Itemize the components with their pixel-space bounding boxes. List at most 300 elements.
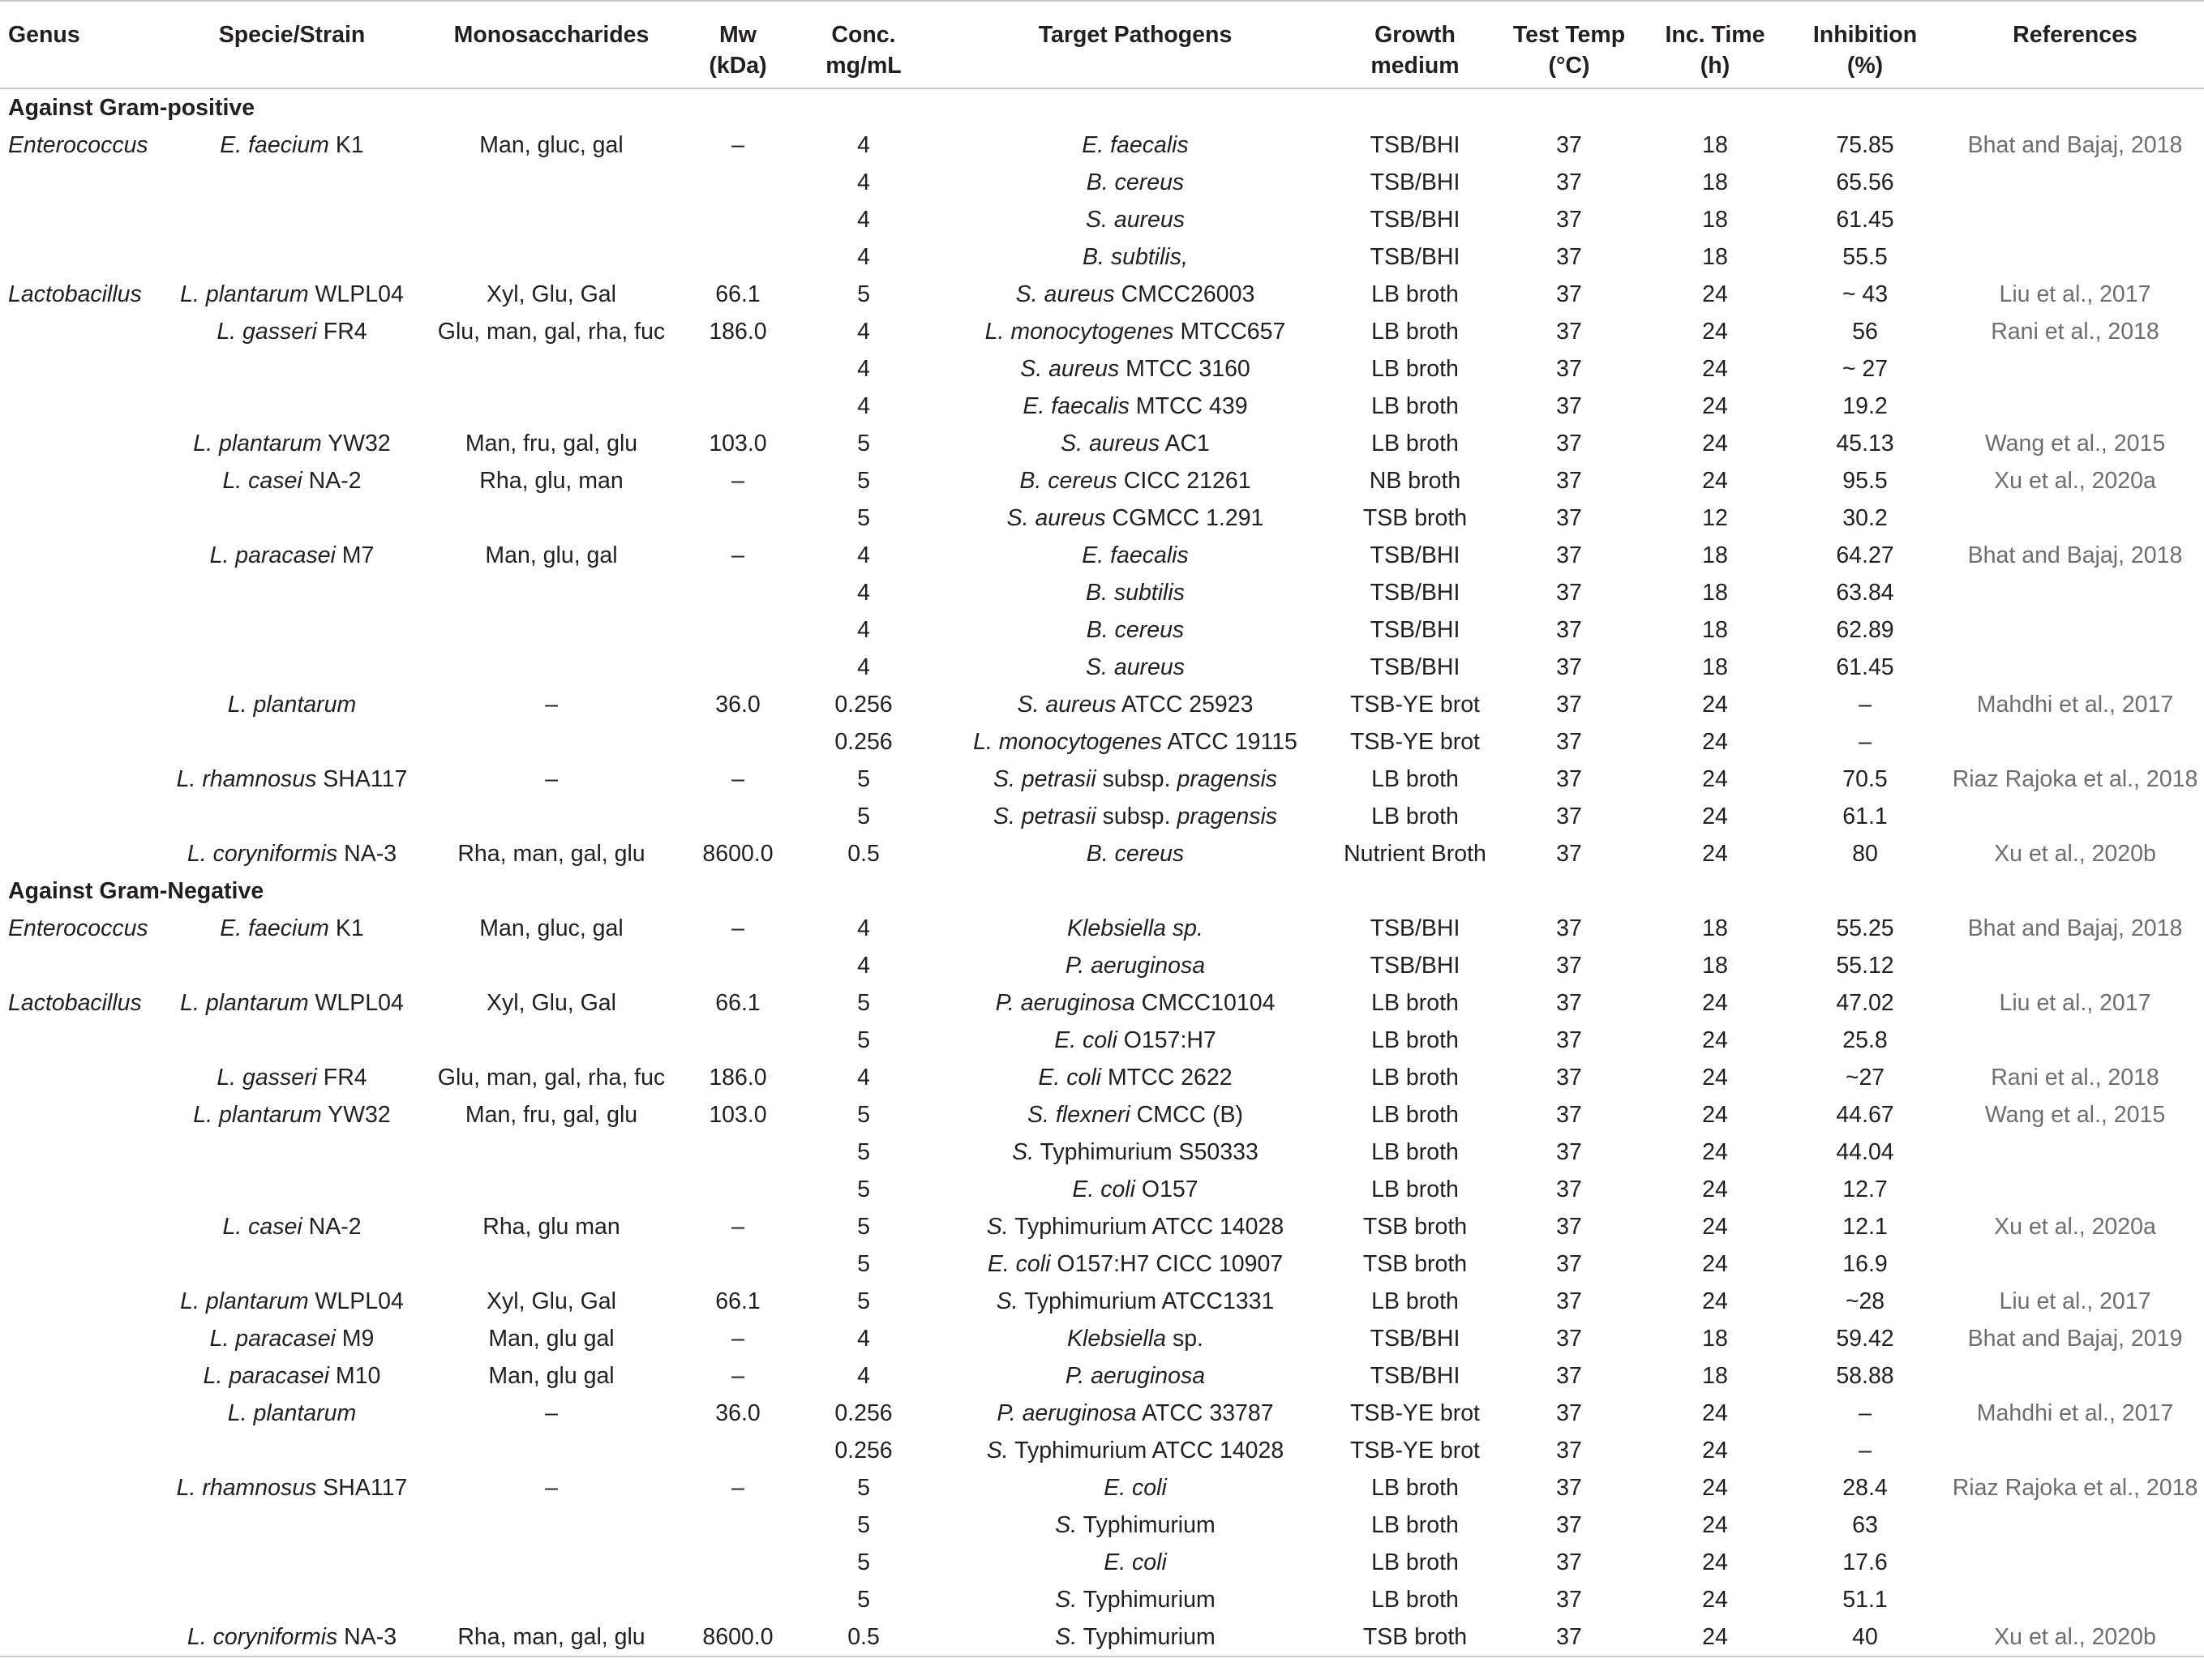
specie-strain-cell [162,313,422,350]
incubation-time-cell: 24 [1702,1475,1728,1501]
genus-cell [0,611,162,649]
mw-cell: – [731,1214,744,1240]
species-name: L. paracasei [209,542,336,568]
header-concentration: Conc. mg/mL [795,1,933,88]
mw-cell [681,388,795,425]
target-pathogen-cell [933,1544,1338,1581]
monosaccharides-cell: Man, fru, gal, glu [465,1102,638,1128]
header-genus: Genus [0,1,162,88]
growth-medium-cell: TSB/BHI [1370,654,1460,680]
concentration-cell: 5 [857,1176,870,1202]
pathogen-species: S. aureus [1006,505,1106,531]
specie-strain-cell [162,910,422,947]
growth-medium-cell: TSB/BHI [1370,1326,1460,1352]
pathogen-species: S. [986,1214,1009,1240]
target-pathogen-cell [933,1618,1338,1656]
table-row [0,462,2204,499]
table-row [0,350,2204,388]
growth-medium-cell: TSB-YE brot [1350,1400,1480,1426]
inhibition-cell: 58.88 [1836,1363,1894,1389]
table-row [0,1581,2204,1618]
specie-strain-cell [162,1544,422,1581]
test-temp-cell: 37 [1556,319,1582,345]
growth-medium-cell: TSB/BHI [1370,207,1460,233]
table-row [0,126,2204,164]
growth-medium-cell: TSB/BHI [1370,244,1460,270]
pathogen-subspecies: pragensis [1177,766,1278,792]
concentration-cell: 5 [857,281,870,307]
species-name: L. coryniformis [187,1624,338,1650]
mw-cell [681,1506,795,1544]
test-temp-cell: 37 [1556,1363,1582,1389]
monosaccharides-cell [422,574,681,611]
growth-medium-cell: Nutrient Broth [1344,841,1486,867]
monosaccharides-cell [422,499,681,537]
concentration-cell: 4 [857,207,870,233]
genus-name: Lactobacillus [8,990,142,1016]
mw-cell [681,1134,795,1171]
table-row [0,984,2204,1022]
target-pathogen-cell [933,723,1338,761]
incubation-time-cell: 24 [1702,1102,1728,1128]
table-row [0,164,2204,201]
concentration-cell: 4 [857,319,870,345]
header-references: References [1946,1,2204,88]
reference-cell [1946,499,2204,537]
monosaccharides-cell: Xyl, Glu, Gal [487,1288,616,1314]
header-test-temp: Test Temp (°C) [1492,1,1646,88]
mw-cell [681,201,795,238]
genus-cell [0,723,162,761]
incubation-time-cell: 24 [1702,1251,1728,1277]
pathogen-strain: CMCC (B) [1130,1102,1244,1128]
header-growth-medium: Growth medium [1338,1,1492,88]
incubation-time-cell: 24 [1646,1618,1784,1656]
monosaccharides-cell [422,238,681,276]
incubation-time-cell: 18 [1702,953,1728,979]
mw-cell: 8600.0 [681,1618,795,1656]
concentration-cell: 0.256 [834,729,893,755]
incubation-time-cell: 12 [1702,505,1728,531]
genus-cell [0,164,162,201]
header-monosaccharides: Monosaccharides [422,1,681,88]
test-temp-cell: 37 [1556,1065,1582,1091]
strain-code: M10 [328,1363,381,1389]
test-temp-cell: 37 [1556,692,1582,718]
concentration-cell: 5 [857,804,870,829]
monosaccharides-cell [422,947,681,984]
strain-code: WLPL04 [308,990,404,1016]
concentration-cell: 5 [857,1512,870,1538]
target-pathogen-cell [933,1096,1338,1134]
concentration-cell: 4 [857,393,870,419]
monosaccharides-cell [422,1581,681,1618]
target-pathogen-cell [933,1208,1338,1245]
pathogen-species: S. aureus [1020,356,1120,382]
mw-cell: 66.1 [715,1288,761,1314]
pathogen-species: E. coli [1072,1176,1135,1202]
table-row [0,1432,2204,1469]
growth-medium-cell: LB broth [1371,1027,1459,1053]
incubation-time-cell: 18 [1702,617,1728,643]
header-specie-strain: Specie/Strain [162,1,422,88]
pathogen-species: E. coli [1038,1065,1102,1091]
section-title: Against Gram-positive [8,95,255,121]
growth-medium-cell: TSB broth [1362,1214,1468,1240]
pathogen-strain: subsp. [1096,804,1177,829]
table-row [0,611,2204,649]
pathogen-strain: CMCC10104 [1134,990,1276,1016]
reference-cell [1946,1245,2204,1283]
pathogen-species: S. aureus [1015,281,1115,307]
specie-strain-cell [162,276,422,313]
target-pathogen-cell [933,798,1338,835]
test-temp-cell: 37 [1556,1214,1582,1240]
incubation-time-cell: 24 [1702,1549,1728,1575]
strain-code: FR4 [316,1065,367,1091]
incubation-time-cell: 18 [1702,169,1728,195]
test-temp-cell: 37 [1556,1251,1582,1277]
concentration-cell: 4 [857,580,870,606]
target-pathogen-cell [933,350,1338,388]
growth-medium-cell: TSB/BHI [1370,542,1460,568]
pathogen-species: S. [1055,1587,1078,1613]
species-name: E. faecium [220,132,329,158]
genus-cell [0,1134,162,1171]
pathogen-species: S. [1055,1512,1078,1538]
table-row [0,1320,2204,1357]
incubation-time-cell: 18 [1702,1326,1728,1352]
test-temp-cell: 37 [1556,766,1582,792]
concentration-cell: 4 [857,915,870,941]
test-temp-cell: 37 [1556,281,1582,307]
concentration-cell: 4 [857,169,870,195]
strain-code: M9 [335,1326,375,1352]
specie-strain-cell [162,1469,422,1506]
inhibition-cell: 44.04 [1836,1139,1894,1165]
monosaccharides-cell [422,1171,681,1208]
concentration-cell: 4 [857,1065,870,1091]
pathogen-strain: Typhimurium ATCC1331 [1018,1288,1275,1314]
test-temp-cell: 37 [1556,169,1582,195]
species-name: L. coryniformis [187,841,338,867]
target-pathogen-cell [933,1171,1338,1208]
monosaccharides-cell: Man, glu gal [488,1326,615,1352]
pathogen-species: P. aeruginosa [997,1400,1137,1426]
genus-cell [0,1506,162,1544]
table-row [0,835,2204,872]
concentration-cell: 5 [857,1587,870,1613]
pathogen-species: S. petrasii [993,766,1096,792]
pathogen-species: B. cereus [1086,841,1185,867]
pathogen-species: E. coli [1104,1549,1167,1575]
reference-cell: Liu et al., 2017 [1999,281,2151,307]
inhibition-cell: 30.2 [1842,505,1888,531]
mw-cell: 36.0 [715,1400,761,1426]
test-temp-cell: 37 [1556,1027,1582,1053]
incubation-time-cell: 24 [1702,1438,1728,1464]
pathogen-species: S. [1012,1139,1035,1165]
monosaccharides-cell: Glu, man, gal, rha, fuc [437,319,666,345]
pathogen-species: S. aureus [1017,692,1117,718]
species-name: L. rhamnosus [176,1475,317,1501]
pathogen-strain: AC1 [1160,431,1210,456]
inhibition-cell: 62.89 [1836,617,1894,643]
table-row [0,425,2204,462]
concentration-cell: 4 [857,542,870,568]
genus-cell [0,947,162,984]
reference-cell [1946,1171,2204,1208]
growth-medium-cell: LB broth [1371,1587,1459,1613]
incubation-time-cell: 24 [1702,1027,1728,1053]
growth-medium-cell: LB broth [1371,431,1459,456]
strain-code: FR4 [316,319,367,345]
incubation-time-cell: 18 [1702,132,1728,158]
pathogen-strain: O157:H7 [1117,1027,1216,1053]
incubation-time-cell: 18 [1702,654,1728,680]
concentration-cell: 5 [857,990,870,1016]
concentration-cell: 5 [857,1102,870,1128]
pathogen-species: E. coli [1054,1027,1117,1053]
specie-strain-cell [162,947,422,984]
incubation-time-cell: 24 [1702,1587,1728,1613]
strain-code: NA-3 [337,1624,397,1650]
genus-cell [0,1171,162,1208]
inhibition-cell: 44.67 [1836,1102,1894,1128]
mw-cell [681,649,795,686]
reference-cell [1946,238,2204,276]
mw-cell: 66.1 [715,281,761,307]
test-temp-cell: 37 [1556,1587,1582,1613]
incubation-time-cell: 24 [1702,990,1728,1016]
test-temp-cell: 37 [1556,1512,1582,1538]
monosaccharides-cell [422,1506,681,1544]
growth-medium-cell: TSB/BHI [1370,953,1460,979]
test-temp-cell: 37 [1556,1139,1582,1165]
target-pathogen-cell [933,984,1338,1022]
species-name: L. plantarum [180,990,309,1016]
genus-cell [0,1618,162,1656]
target-pathogen-cell [933,238,1338,276]
growth-medium-cell: TSB/BHI [1370,132,1460,158]
inhibition-cell: 75.85 [1836,132,1894,158]
reference-cell: Liu et al., 2017 [1999,1288,2151,1314]
growth-medium-cell: TSB broth [1338,1618,1492,1656]
growth-medium-cell: TSB/BHI [1370,1363,1460,1389]
mw-cell: – [731,542,744,568]
pathogen-strain: Typhimurium S50333 [1034,1139,1259,1165]
pathogen-strain: ATCC 33787 [1136,1400,1274,1426]
monosaccharides-cell [422,1134,681,1171]
reference-cell [1946,1506,2204,1544]
target-pathogen-cell [933,537,1338,574]
mw-cell: 103.0 [709,1102,767,1128]
species-name: L. gasseri [217,1065,317,1091]
inhibition-cell: 25.8 [1842,1027,1888,1053]
concentration-cell: 5 [857,505,870,531]
reference-cell [1946,388,2204,425]
incubation-time-cell: 24 [1702,1065,1728,1091]
inhibition-cell: 64.27 [1836,542,1894,568]
strain-code: NA-2 [302,1214,362,1240]
target-pathogen-cell [933,1581,1338,1618]
table-row [0,1022,2204,1059]
test-temp-cell: 37 [1556,804,1582,829]
species-name: L. paracasei [209,1326,336,1352]
header-mw: Mw (kDa) [681,1,795,88]
mw-cell [681,611,795,649]
inhibition-cell: – [1859,1438,1872,1464]
pathogen-strain: MTCC 2622 [1101,1065,1233,1091]
specie-strain-cell [162,1283,422,1320]
mw-cell: – [731,1475,744,1501]
table-row [0,238,2204,276]
mw-cell [681,1544,795,1581]
target-pathogen-cell [933,126,1338,164]
mw-cell [681,574,795,611]
genus-name: Enterococcus [8,132,148,158]
mw-cell [681,947,795,984]
growth-medium-cell: TSB broth [1362,1251,1468,1277]
strain-code: K1 [328,915,364,941]
specie-strain-cell [162,1208,422,1245]
strain-code: YW32 [321,431,391,456]
inhibition-cell: 12.7 [1842,1176,1888,1202]
reference-cell: Xu et al., 2020b [1994,841,2156,867]
inhibition-cell: – [1859,692,1872,718]
pathogen-strain: Typhimurium [1077,1587,1216,1613]
test-temp-cell: 37 [1556,990,1582,1016]
reference-cell: Xu et al., 2020b [1946,1618,2204,1656]
concentration-cell: 5 [857,468,870,494]
genus-cell [0,574,162,611]
reference-cell [1946,1022,2204,1059]
specie-strain-cell [162,574,422,611]
growth-medium-cell: TSB/BHI [1370,617,1460,643]
inhibition-cell: ~27 [1845,1065,1885,1091]
reference-cell: Mahdhi et al., 2017 [1976,692,2174,718]
inhibition-cell: 12.1 [1842,1214,1888,1240]
inhibition-cell: 45.13 [1836,431,1894,456]
table-row [0,1544,2204,1581]
table-row [0,1283,2204,1320]
pathogen-species: S. flexneri [1027,1102,1130,1128]
target-pathogen-cell [933,910,1338,947]
growth-medium-cell: LB broth [1371,1475,1459,1501]
target-pathogen-cell [933,686,1338,723]
reference-cell: Xu et al., 2020a [1994,468,2156,494]
concentration-cell: 4 [857,244,870,270]
specie-strain-cell [162,1320,422,1357]
mw-cell [681,1022,795,1059]
pathogen-species: L. monocytogenes [973,729,1163,755]
table-row [0,649,2204,686]
mw-cell: 66.1 [715,990,761,1016]
table-row [0,910,2204,947]
specie-strain-cell [162,761,422,798]
test-temp-cell: 37 [1556,1102,1582,1128]
specie-strain-cell [162,1059,422,1096]
pathogen-species: S. [1055,1624,1078,1650]
genus-cell [0,984,162,1022]
monosaccharides-cell: – [545,766,558,792]
strain-code: NA-3 [337,841,397,867]
monosaccharides-cell: – [545,1400,558,1426]
concentration-cell: 5 [857,431,870,456]
reference-cell: Bhat and Bajaj, 2019 [1967,1326,2183,1352]
pathogen-strain: MTCC 439 [1129,393,1248,419]
species-name: L. casei [222,468,302,494]
mw-cell: 186.0 [709,319,767,345]
test-temp-cell: 37 [1556,1438,1582,1464]
reference-cell: Mahdhi et al., 2017 [1976,1400,2174,1426]
monosaccharides-cell [422,611,681,649]
inhibition-cell: 59.42 [1836,1326,1894,1352]
incubation-time-cell: 18 [1702,207,1728,233]
reference-cell: Bhat and Bajaj, 2018 [1967,915,2183,941]
mw-cell [681,350,795,388]
pathogen-species: E. coli [1104,1475,1167,1501]
growth-medium-cell: LB broth [1371,1176,1459,1202]
monosaccharides-cell [422,1432,681,1469]
section-title: Against Gram-Negative [8,878,264,904]
pathogen-strain: ATCC 19115 [1162,729,1297,755]
table-row [0,798,2204,835]
test-temp-cell: 37 [1556,356,1582,382]
pathogen-species: E. coli [987,1251,1051,1277]
genus-cell [0,537,162,574]
table-row [0,1469,2204,1506]
table-row [0,574,2204,611]
specie-strain-cell [162,350,422,388]
specie-strain-cell [162,798,422,835]
table-row [0,1618,2204,1656]
pathogen-species: E. faecalis [1082,542,1189,568]
concentration-cell: 5 [857,1214,870,1240]
species-name: L. gasseri [217,319,317,345]
incubation-time-cell: 24 [1702,1139,1728,1165]
inhibition-cell: 19.2 [1842,393,1888,419]
monosaccharides-cell [422,164,681,201]
species-name: L. plantarum [227,1400,357,1426]
table-header [0,1,2204,88]
reference-cell [1946,1134,2204,1171]
genus-cell [0,1096,162,1134]
concentration-cell: 5 [857,1139,870,1165]
target-pathogen-cell [933,164,1338,201]
pathogen-species: E. faecalis [1082,132,1189,158]
target-pathogen-cell [933,947,1338,984]
genus-cell [0,462,162,499]
genus-cell [0,1544,162,1581]
inhibition-cell: 61.1 [1842,804,1888,829]
monosaccharides-cell: Rha, man, gal, glu [422,1618,681,1656]
inhibition-cell: 63 [1852,1512,1878,1538]
strain-code: K1 [328,132,364,158]
genus-cell [0,276,162,313]
specie-strain-cell [162,126,422,164]
table-row [0,276,2204,313]
monosaccharides-cell: Glu, man, gal, rha, fuc [437,1065,666,1091]
target-pathogen-cell [933,761,1338,798]
table-row [0,313,2204,350]
growth-medium-cell: LB broth [1371,766,1459,792]
concentration-cell: 4 [857,953,870,979]
genus-cell [0,1469,162,1506]
growth-medium-cell: LB broth [1371,1102,1459,1128]
target-pathogen-cell [933,835,1338,872]
test-temp-cell: 37 [1556,244,1582,270]
